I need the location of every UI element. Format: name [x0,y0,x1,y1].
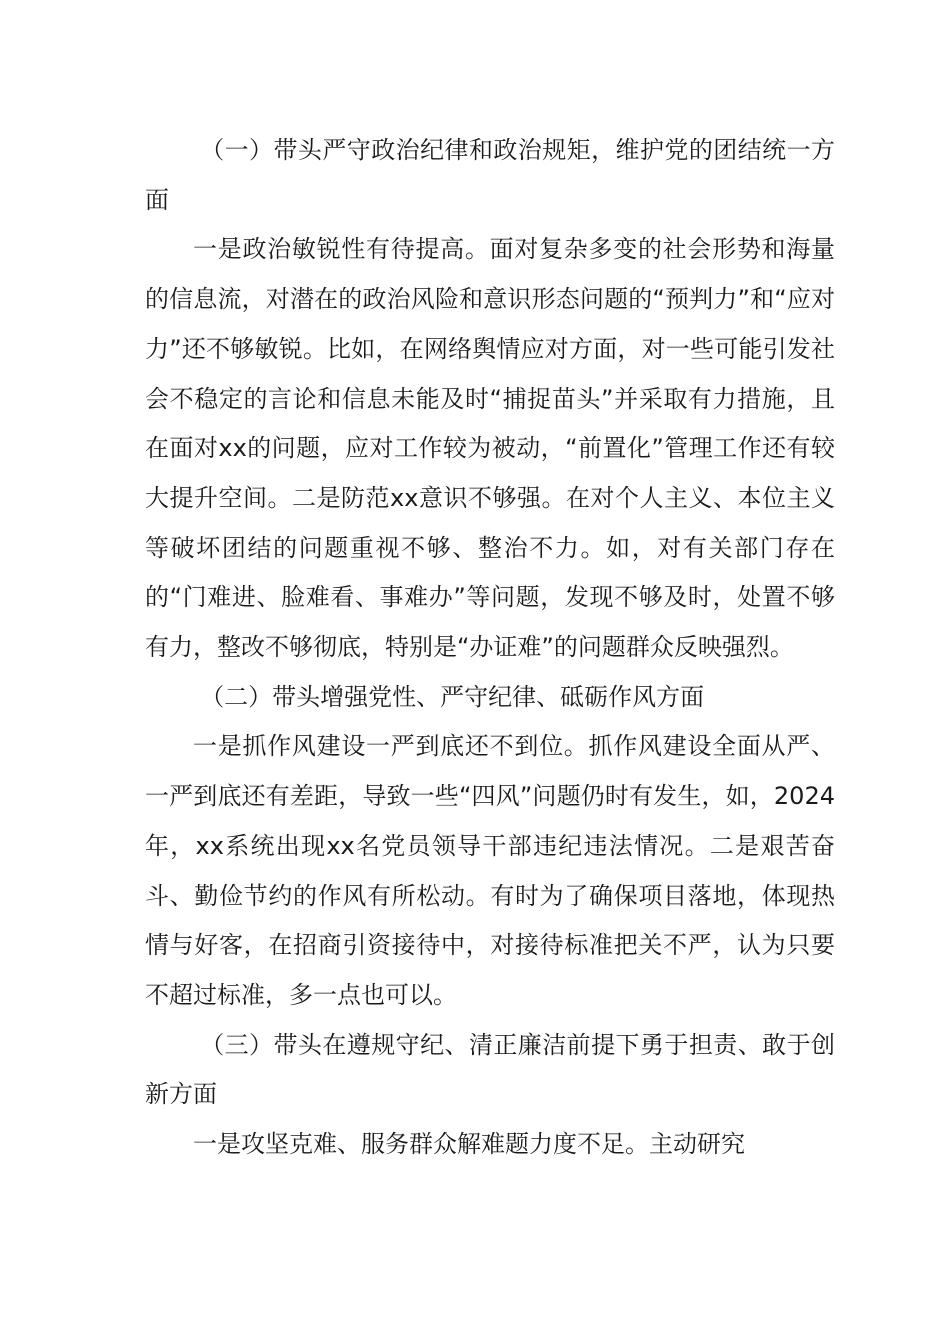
body-paragraph-3: 一是攻坚克难、服务群众解难题力度不足。主动研究 [193,1130,745,1159]
section-heading-1: （一）带头严守政治纪律和政治规矩，维护党的团结统一方面 [145,136,835,214]
body-paragraph-2: 一是抓作风建设一严到底还不到位。抓作风建设全面从严、一严到底还有差距，导致一些“四风”问题仍时有发生，如，2024年，xx系统出现xx名党员领导干部违纪违法情况。二是艰苦奋斗、勤俭节约的作风有所松动。有时为了确保项目落地，体现热情与好客，在招商引资接待中，对接待标准把关不严，认为只要不超过标准，多一点也可以。 [145,732,835,1009]
document-body [145,126,835,1170]
body-paragraph-1: 一是政治敏锐性有待提高。面对复杂多变的社会形势和海量的信息流，对潜在的政治风险和意识形态问题的“预判力”和“应对力”还不够敏锐。比如，在网络舆情应对方面，对一些可能引发社会不稳定的言论和信息未能及时“捕捉苗头”并采取有力措施，且在面对xx的问题，应对工作较为被动，“前置化”管理工作还有较大提升空间。二是防范xx意识不够强。在对个人主义、本位主义等破坏团结的问题重视不够、整治不力。如，对有关部门存在的“门难进、脸难看、事难办”等问题，发现不够及时，处置不够有力，整改不够彻底，特别是“办证难”的问题群众反映强烈。 [145,235,835,662]
section-heading-3: （三）带头在遵规守纪、清正廉洁前提下勇于担责、敢于创新方面 [145,1030,835,1109]
section-heading-2: （二）带头增强党性、严守纪律、砥砺作风方面 [200,682,705,711]
